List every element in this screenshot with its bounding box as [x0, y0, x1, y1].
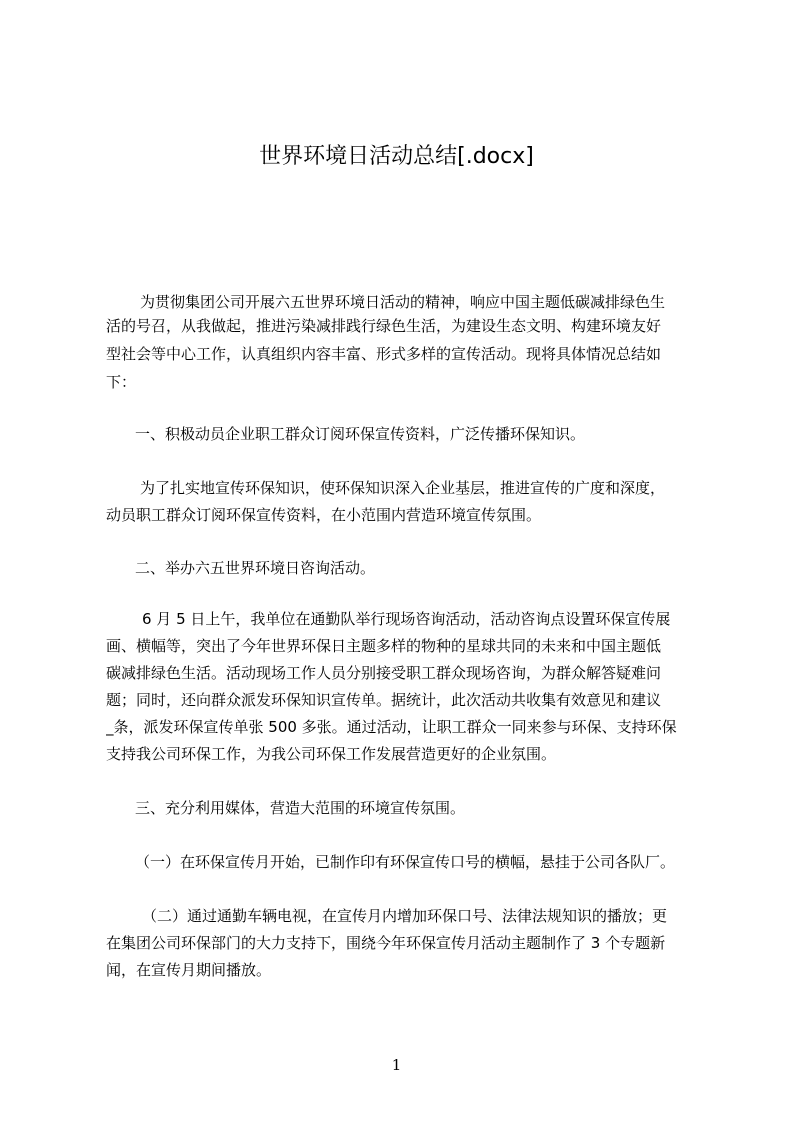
paragraph-line: 下： [106, 373, 137, 391]
paragraph-line: 画、横幅等，突出了今年世界环保日主题多样的物种的星球共同的未来和中国主题低 [106, 637, 662, 655]
section-heading: 二、举办六五世界环境日咨询活动。 [135, 559, 376, 577]
page-number: 1 [391, 1056, 402, 1074]
paragraph-line: 为了扎实地宣传环保知识，使环保知识深入企业基层，推进宣传的广度和深度， [140, 479, 666, 497]
paragraph-line: 在集团公司环保部门的大力支持下，围绕今年环保宣传月活动主题制作了 3 个专题新 [106, 934, 666, 952]
paragraph-line: 支持我公司环保工作，为我公司环保工作发展营造更好的企业氛围。 [106, 745, 557, 763]
paragraph-line: 碳减排绿色生活。活动现场工作人员分别接受职工群众现场咨询，为群众解答疑难问 [106, 664, 662, 682]
paragraph-line: 闻，在宣传月期间播放。 [106, 961, 272, 979]
paragraph-line: 型社会等中心工作，认真组织内容丰富、形式多样的宣传活动。现将具体情况总结如 [106, 345, 662, 363]
paragraph-line: 活的号召，从我做起，推进污染减排践行绿色生活，为建设生态文明、构建环境友好 [106, 317, 662, 335]
section-heading: 三、充分利用媒体，营造大范围的环境宣传氛围。 [135, 799, 466, 817]
paragraph-line: 动员职工群众订阅环保宣传资料，在小范围内营造环境宣传氛围。 [106, 506, 542, 524]
paragraph-line: _条，派发环保宣传单张 500 多张。通过活动，让职工群众一同来参与环保、支持环保 [106, 718, 677, 736]
document-title: 世界环境日活动总结[.docx] [259, 144, 534, 169]
paragraph-line: （二）通过通勤车辆电视，在宣传月内增加环保口号、法律法规知识的播放；更 [142, 907, 668, 925]
paragraph-line: 题；同时，还向群众派发环保知识宣传单。据统计，此次活动共收集有效意见和建议 [106, 691, 662, 709]
paragraph-line: （一）在环保宣传月开始，已制作印有环保宣传口号的横幅，悬挂于公司各队厂。 [135, 853, 676, 871]
paragraph-line: 为贯彻集团公司开展六五世界环境日活动的精神，响应中国主题低碳减排绿色生 [140, 293, 666, 311]
section-heading: 一、积极动员企业职工群众订阅环保宣传资料，广泛传播环保知识。 [135, 425, 586, 443]
paragraph-line: 6 月 5 日上午，我单位在通勤队举行现场咨询活动，活动咨询点设置环保宣传展 [142, 610, 671, 628]
